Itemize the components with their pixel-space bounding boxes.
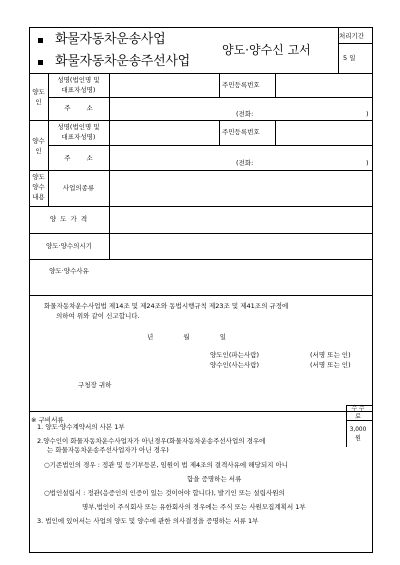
header-line-1: 화물자동차운송사업 xyxy=(55,32,166,47)
transferor-resident-no-label: 주민등록번호 xyxy=(222,81,260,89)
transfer-price-label: 양 도 가 격 xyxy=(49,215,89,223)
transferee-sign-or-seal: (서명 또는 인) xyxy=(310,361,351,369)
attachment-item-2-sub-1-line-2: 함을 증명하는 서류 xyxy=(187,475,242,483)
transferor-address-label: 주 소 xyxy=(64,104,93,112)
transfer-time-label: 양도·양수의시기 xyxy=(45,242,93,250)
transferee-resident-no-label: 주민등록번호 xyxy=(222,128,260,136)
business-type-field[interactable] xyxy=(110,171,372,205)
attachment-item-1: 1. 양도·양수계약서의 사본 1부 xyxy=(37,423,125,431)
processing-period-label: 처리기간 xyxy=(339,32,365,40)
attachment-item-2-sub-1-line-1: ○기존법인의 경우 : 정관 및 등기부등본, 임원이 법 제4조의 결격사유에 해당되지 아니 xyxy=(44,461,288,469)
business-type-label: 사업의종류 xyxy=(62,184,95,192)
transferee-phone-label: (전화: xyxy=(236,159,254,167)
transferee-sign-label: 양수인(사는사람) xyxy=(210,361,260,369)
transferee-signature-field[interactable] xyxy=(300,358,370,370)
processing-period-value: 5 일 xyxy=(343,54,356,62)
fee-label-2: 료 xyxy=(355,412,361,420)
statement-line-1: 화물자동차운수사업법 제14조 및 제24조와 동법시행규칙 제23조 및 제41조의 규정에 xyxy=(44,302,289,310)
transferor-phone-label: (전화: xyxy=(236,110,254,118)
transferee-section-label-2: 인 xyxy=(35,147,42,155)
transfer-content-label-3: 내용 xyxy=(32,193,45,201)
transferee-resident-no-field[interactable] xyxy=(276,121,372,144)
attachment-item-2-line-2: 는 화물자동차운송주선사업자가 아닌 경우) xyxy=(47,446,169,454)
transfer-content-label-1: 양도 xyxy=(32,173,45,181)
form-title: 양도·양수신 고서 xyxy=(222,43,311,57)
attachment-item-3: 3. 법인에 있어서는 사업의 양도 및 양수에 관한 의사결정을 증명하는 서류 1부 xyxy=(37,517,259,525)
transfer-reason-label: 양도·양수사유 xyxy=(49,267,89,275)
transfer-reason-field[interactable] xyxy=(110,260,372,295)
header-line-2: 화물자동차운송주선사업 xyxy=(55,54,190,69)
transferor-name-label-1: 성명(법인명 및 xyxy=(57,76,100,84)
transferor-sign-or-seal: (서명 또는 인) xyxy=(310,351,351,359)
attachments-title: ※ 구비서류 xyxy=(31,416,64,424)
transferee-name-label-2: 대표자성명) xyxy=(61,133,96,141)
attachment-item-2-sub-2-line-2: 명부,법인이 주식회사 또는 유한회사의 경우에는 주식 또는 사원모집계획서 1부 xyxy=(82,503,306,511)
transferor-sign-label: 양도인(파는사람) xyxy=(210,351,260,359)
transferee-phone-close: ) xyxy=(366,159,369,167)
transferor-name-field[interactable] xyxy=(110,74,218,96)
transfer-time-field[interactable] xyxy=(110,234,372,258)
attachment-item-2-line-1: 2.양수인이 화물자동차운수사업자가 아닌경우(화물자동차운송주선사업의 경우에 xyxy=(37,437,266,445)
fee-value-2: 원 xyxy=(355,434,361,442)
transfer-content-label-2: 양수 xyxy=(32,183,45,191)
transferor-section-label-2: 인 xyxy=(35,98,42,106)
attachment-item-2-sub-2-line-1: ○법인설립시 : 정관(응증인의 인증이 있는 것이어야 합니다), 발기인 또는 설립사원의 xyxy=(44,489,285,497)
fee-value-1: 3,000 xyxy=(349,425,367,433)
transfer-price-field[interactable] xyxy=(110,207,372,232)
transferor-resident-no-field[interactable] xyxy=(276,74,372,96)
addressee: 구청장 귀하 xyxy=(78,381,112,389)
transferor-section-label-1: 양도 xyxy=(32,88,45,96)
transferor-name-label-2: 대표자성명) xyxy=(61,86,96,94)
fee-label-1: 수 수 xyxy=(351,404,365,412)
transferor-phone-close: ) xyxy=(366,110,369,118)
transferee-name-field[interactable] xyxy=(110,121,218,144)
statement-line-2: 의하여 위와 같이 신고합니다. xyxy=(56,312,140,320)
transferee-address-label: 주 소 xyxy=(64,154,93,162)
transferee-section-label-1: 양수 xyxy=(32,137,45,145)
transferee-name-label-1: 성명(법인명 및 xyxy=(57,123,100,131)
date-line: 년 월 일 xyxy=(147,333,226,341)
